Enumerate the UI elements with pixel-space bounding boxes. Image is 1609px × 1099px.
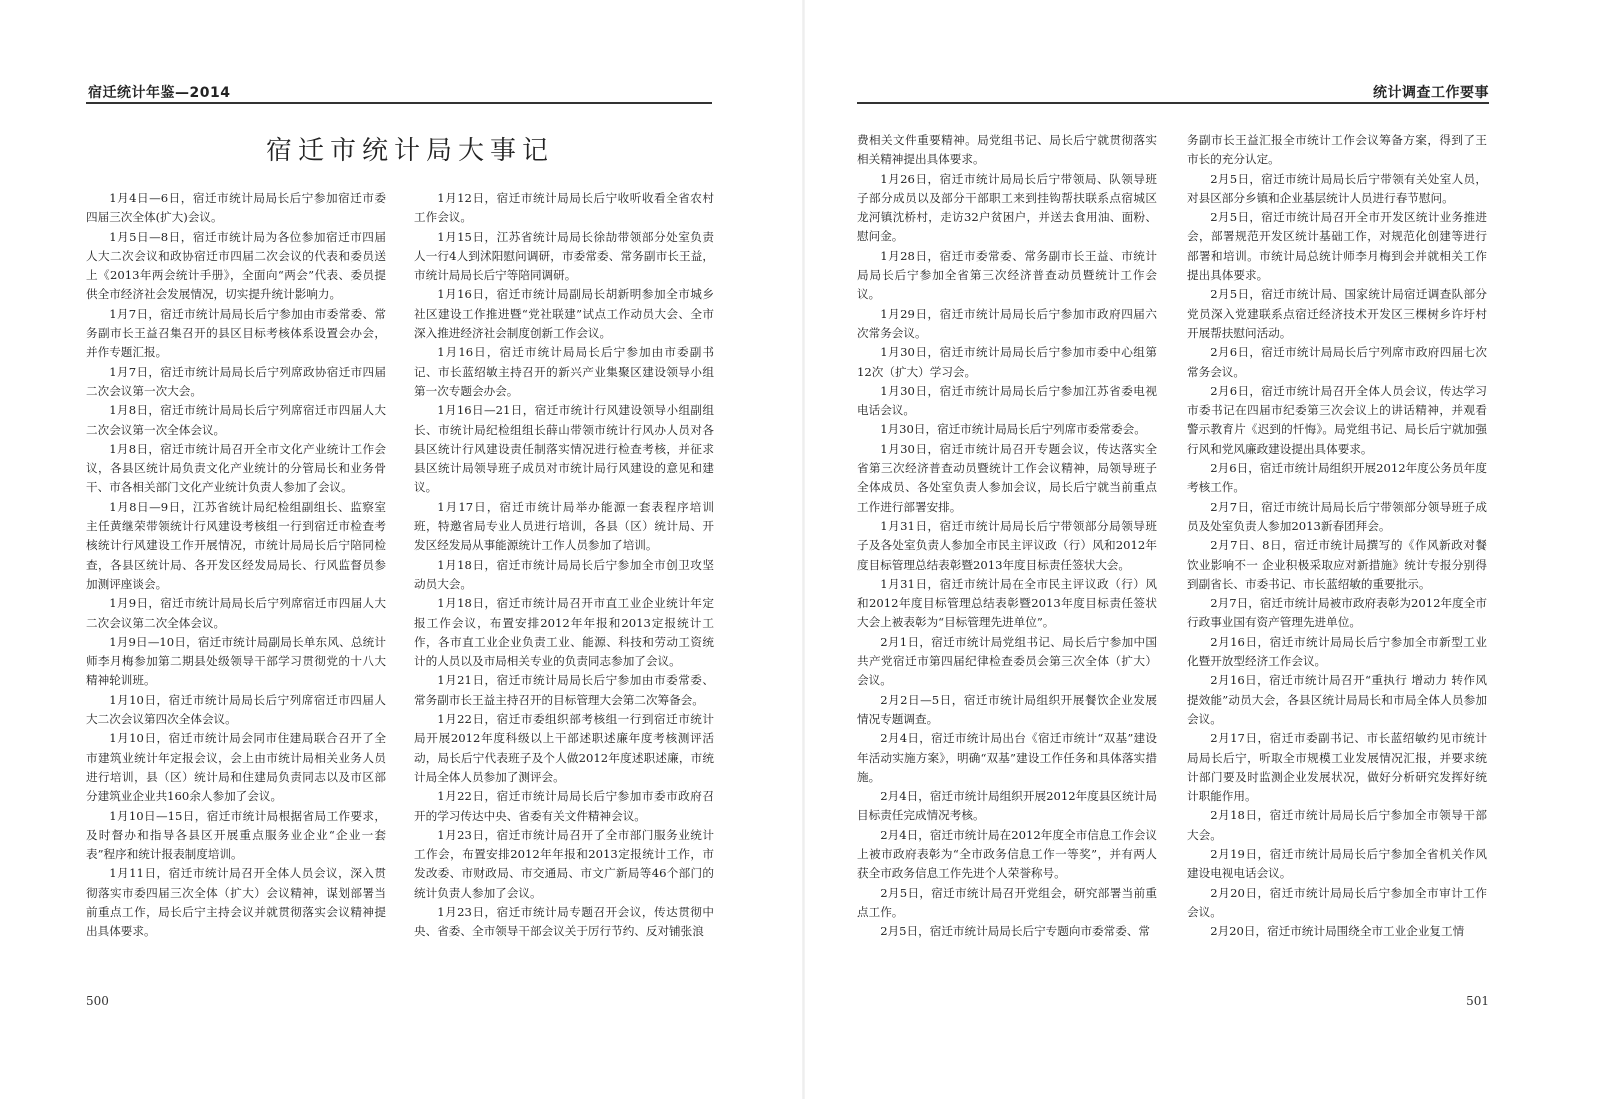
chronicle-entry: 1月16日，宿迁市统计局局长后宁参加由市委副书记、市长蓝绍敏主持召开的新兴产业集聚区建设领导小组第一次专题会办会。 bbox=[414, 345, 714, 398]
chronicle-entry: 1月28日，宿迁市委常委、常务副市长王益、市统计局局长后宁参加全省第三次经济普查动员暨统计工作会议。 bbox=[857, 248, 1157, 302]
chronicle-entry: 1月9日—10日，宿迁市统计局副局长单东风、总统计师李月梅参加第二期县处级领导干部学习贯彻党的十八大精神轮训班。 bbox=[86, 634, 386, 688]
chronicle-entry: 1月7日，宿迁市统计局局长后宁列席政协宿迁市四届二次会议第一次大会。 bbox=[86, 364, 386, 398]
chronicle-entry: 1月23日，宿迁市统计局专题召开会议，传达贯彻中央、省委、全市领导干部会议关于厉行节约、反对铺张浪 bbox=[414, 904, 714, 939]
chronicle-entry: 2月20日，宿迁市统计局围绕全市工业企业复工情 bbox=[1210, 924, 1465, 939]
chronicle-entry: 1月22日，宿迁市统计局局长后宁参加市委市政府召开的学习传达中央、省委有关文件精神会议。 bbox=[414, 789, 714, 823]
chronicle-entry: 1月18日，宿迁市统计局局长后宁参加全市创卫攻坚动员大会。 bbox=[414, 557, 714, 591]
chronicle-entry: 2月20日，宿迁市统计局局长后宁参加全市审计工作会议。 bbox=[1187, 885, 1487, 919]
chronicle-entry: 1月10日—15日，宿迁市统计局根据省局工作要求，及时督办和指导各县区开展重点服务业企业“企业一套表”程序和统计报表制度培训。 bbox=[86, 808, 386, 862]
chronicle-entry: 1月18日，宿迁市统计局召开市直工业企业统计年定报工作会议，布置安排2012年年报和2013定报统计工作，各市直工业企业负责工业、能源、科技和劳动工资统计的人员以及市局相关专业的负责同志参加了会议。 bbox=[414, 596, 714, 669]
chronicle-entry: 2月17日，宿迁市委副书记、市长蓝绍敏约见市统计局局长后宁，听取全市规模工业发展情况汇报，并要求统计部门要及时监测企业发展状况，做好分析研究发挥好统计职能作用。 bbox=[1187, 731, 1487, 804]
chronicle-entry: 1月30日，宿迁市统计局局长后宁列席市委常委会。 bbox=[880, 422, 1146, 437]
chronicle-entry: 1月9日，宿迁市统计局局长后宁列席宿迁市四届人大二次会议第二次全体会议。 bbox=[86, 596, 386, 630]
continued-paragraph: 务副市长王益汇报全市统计工作会议筹备方案，得到了王市长的充分认定。 bbox=[1187, 133, 1487, 167]
chronicle-entry: 2月5日，宿迁市统计局局长后宁专题向市委常委、常 bbox=[880, 924, 1151, 939]
right-column-1 bbox=[857, 131, 1157, 941]
chronicle-entry: 1月29日，宿迁市统计局局长后宁参加市政府四届六次常务会议。 bbox=[857, 306, 1157, 340]
chronicle-entry: 2月5日，宿迁市统计局局长后宁带领有关处室人员，对县区部分乡镇和企业基层统计人员进行春节慰问。 bbox=[1187, 171, 1487, 205]
chronicle-entry: 1月21日，宿迁市统计局局长后宁参加由市委常委、常务副市长王益主持召开的目标管理大会第二次筹备会。 bbox=[414, 673, 714, 707]
right-column-1-entries bbox=[857, 170, 1157, 942]
chronicle-entry: 1月15日，江苏省统计局局长徐劼带领部分处室负责人一行4人到沭阳慰问调研，市委常委、常务副市长王益，市统计局局长后宁等陪同调研。 bbox=[414, 229, 714, 283]
right-page-number: 501 bbox=[1466, 994, 1489, 1008]
right-header-rule bbox=[857, 102, 1489, 104]
chronicle-entry: 2月6日，宿迁市统计局召开全体人员会议，传达学习市委书记在四届市纪委第三次会议上的讲话精神，并观看警示教育片《迟到的忏悔》。局党组书记、局长后宁就加强行风和党风廉政建设提出具体要求。 bbox=[1187, 383, 1487, 456]
continued-paragraph: 费相关文件重要精神。局党组书记、局长后宁就贯彻落实相关精神提出具体要求。 bbox=[857, 133, 1157, 167]
left-header-rule bbox=[86, 102, 712, 104]
chronicle-entry: 2月5日，宿迁市统计局召开全市开发区统计业务推进会，部署规范开发区统计基础工作，对规范化创建等进行部署和培训。市统计局总统计师李月梅到会并就相关工作提出具体要求。 bbox=[1187, 210, 1487, 283]
chronicle-entry: 2月16日，宿迁市统计局召开“重执行 增动力 转作风 提效能”动员大会，各县区统计局局长和市局全体人员参加会议。 bbox=[1187, 673, 1487, 726]
chronicle-entry: 1月11日，宿迁市统计局召开全体人员会议，深入贯彻落实市委四届三次全体（扩大）会议精神，谋划部署当前重点工作，局长后宁主持会议并就贯彻落实会议精神提出具体要求。 bbox=[86, 866, 386, 939]
chronicle-entry: 1月16日—21日，宿迁市统计行风建设领导小组副组长、市统计局纪检组组长薛山带领市统计行风办人员对各县区统计行风建设责任制落实情况进行检查考核，并征求县区统计局领导班子成员对市统计局行风建设的意见和建议。 bbox=[414, 403, 714, 495]
left-running-head: 宿迁统计年鉴—2014 bbox=[88, 85, 231, 101]
chronicle-entry: 1月30日，宿迁市统计局局长后宁参加市委中心组第12次（扩大）学习会。 bbox=[857, 345, 1157, 379]
chronicle-entry: 1月10日，宿迁市统计局局长后宁列席宿迁市四届人大二次会议第四次全体会议。 bbox=[86, 692, 386, 727]
chronicle-entry: 2月4日，宿迁市统计局出台《宿迁市统计“双基”建设年活动实施方案》，明确“双基”建设工作任务和具体落实措施。 bbox=[857, 731, 1157, 784]
chronicle-entry: 1月30日，宿迁市统计局局长后宁参加江苏省委电视电话会议。 bbox=[857, 383, 1157, 418]
chronicle-entry: 1月5日—8日，宿迁市统计局为各位参加宿迁市四届人大二次会议和政协宿迁市四届二次会议的代表和委员送上《2013年两会统计手册》，全面向“两会”代表、委员提供全市经济社会发展情况，切实提升统计影响力。 bbox=[86, 229, 386, 302]
chronicle-entry: 1月26日，宿迁市统计局局长后宁带领局、队领导班子部分成员以及部分干部职工来到挂钩帮扶联系点宿城区龙河镇沈桥村，走访32户贫困户，并送去食用油、面粉、慰问金。 bbox=[857, 171, 1157, 244]
right-column-2-entries bbox=[1187, 170, 1487, 942]
article-title: 宿迁市统计局大事记 bbox=[265, 136, 554, 166]
chronicle-entry: 2月4日，宿迁市统计局在2012年度全市信息工作会议上被市政府表彰为“全市政务信息工作一等奖”，并有两人获全市政务信息工作先进个人荣誉称号。 bbox=[857, 827, 1157, 881]
chronicle-entry: 2月6日，宿迁市统计局局长后宁列席市政府四届七次常务会议。 bbox=[1187, 345, 1487, 379]
chronicle-entry: 2月2日—5日，宿迁市统计局组织开展餐饮企业发展情况专题调查。 bbox=[857, 692, 1157, 726]
right-page bbox=[805, 0, 1609, 1099]
chronicle-entry: 2月18日，宿迁市统计局局长后宁参加全市领导干部大会。 bbox=[1187, 808, 1487, 842]
chronicle-entry: 1月30日，宿迁市统计局召开专题会议，传达落实全省第三次经济普查动员暨统计工作会议精神，局领导班子全体成员、各处室负责人参加会议，局长后宁就当前重点工作进行部署安排。 bbox=[857, 441, 1157, 514]
left-page bbox=[0, 0, 804, 1099]
left-column-1 bbox=[86, 189, 386, 942]
chronicle-entry: 2月7日，宿迁市统计局被市政府表彰为2012年度全市行政事业国有资产管理先进单位。 bbox=[1187, 596, 1487, 630]
chronicle-entry: 1月8日—9日，江苏省统计局纪检组副组长、监察室主任黄继荣带领统计行风建设考核组一行到宿迁市检查考核统计行风建设工作开展情况，市统计局局长后宁陪同检查，各县区统计局、各开发区经发局局长、行风监督员参加测评座谈会。 bbox=[86, 499, 386, 591]
chronicle-entry: 1月12日，宿迁市统计局局长后宁收听收看全省农村工作会议。 bbox=[414, 191, 714, 225]
chronicle-entry: 2月1日，宿迁市统计局党组书记、局长后宁参加中国共产党宿迁市第四届纪律检查委员会第三次全体（扩大）会议。 bbox=[857, 634, 1157, 688]
chronicle-entry: 1月31日，宿迁市统计局局长后宁带领部分局领导班子及各处室负责人参加全市民主评议政（行）风和2012年度目标管理总结表彰暨2013年度目标责任签状大会。 bbox=[857, 518, 1157, 572]
chronicle-entry: 1月8日，宿迁市统计局局长后宁列席宿迁市四届人大二次会议第一次全体会议。 bbox=[86, 403, 386, 437]
chronicle-entry: 1月31日，宿迁市统计局在全市民主评议政（行）风和2012年度目标管理总结表彰暨2013年度目标责任签状大会上被表彰为“目标管理先进单位”。 bbox=[857, 576, 1157, 630]
chronicle-entry: 2月16日，宿迁市统计局局长后宁参加全市新型工业化暨开放型经济工作会议。 bbox=[1187, 634, 1487, 669]
chronicle-entry: 2月6日，宿迁市统计局组织开展2012年度公务员年度考核工作。 bbox=[1187, 461, 1487, 495]
right-running-head: 统计调查工作要事 bbox=[1373, 85, 1489, 101]
chronicle-entry: 1月8日，宿迁市统计局召开全市文化产业统计工作会议，各县区统计局负责文化产业统计的分管局长和业务骨干、市各相关部门文化产业统计负责人参加了会议。 bbox=[86, 441, 386, 495]
chronicle-entry: 1月23日，宿迁市统计局召开了全市部门服务业统计工作会，布置安排2012年年报和2013定报统计工作，市发改委、市财政局、市交通局、市文广新局等46个部门的统计负责人参加了会议。 bbox=[414, 827, 714, 900]
chronicle-entry: 1月4日—6日，宿迁市统计局局长后宁参加宿迁市委四届三次全体(扩大)会议。 bbox=[86, 191, 386, 225]
chronicle-entry: 1月16日，宿迁市统计局副局长胡新明参加全市城乡社区建设工作推进暨“党社联建”试点工作动员大会、全市深入推进经济社会制度创新工作会议。 bbox=[414, 287, 714, 341]
chronicle-entry: 1月7日，宿迁市统计局局长后宁参加由市委常委、常务副市长王益召集召开的县区目标考核体系设置会办会，并作专题汇报。 bbox=[86, 306, 386, 360]
left-column-2 bbox=[414, 189, 714, 942]
chronicle-entry: 2月7日、8日，宿迁市统计局撰写的《作风新政对餐饮业影响不一 企业积极采取应对新措施》统计专报分别得到副省长、市委书记、市长蓝绍敏的重要批示。 bbox=[1187, 538, 1487, 591]
chronicle-entry: 2月5日，宿迁市统计局、国家统计局宿迁调查队部分党员深入党建联系点宿迁经济技术开发区三棵树乡许圩村开展帮扶慰问活动。 bbox=[1187, 287, 1487, 340]
chronicle-entry: 2月4日，宿迁市统计局组织开展2012年度县区统计局目标责任完成情况考核。 bbox=[857, 789, 1157, 823]
chronicle-entry: 2月7日，宿迁市统计局局长后宁带领部分领导班子成员及处室负责人参加2013新春团拜会。 bbox=[1187, 499, 1487, 533]
chronicle-entry: 2月5日，宿迁市统计局召开党组会，研究部署当前重点工作。 bbox=[857, 885, 1157, 919]
chronicle-entry: 1月10日，宿迁市统计局会同市住建局联合召开了全市建筑业统计年定报会议，会上由市统计局相关业务人员进行培训，县（区）统计局和住建局负责同志以及市区部分建筑业企业共160余人参加了会议。 bbox=[86, 731, 386, 804]
left-page-number: 500 bbox=[86, 994, 109, 1008]
chronicle-entry: 2月19日，宿迁市统计局局长后宁参加全省机关作风建设电视电话会议。 bbox=[1187, 846, 1487, 881]
chronicle-entry: 1月17日，宿迁市统计局举办能源一套表程序培训班，特邀省局专业人员进行培训，各县（区）统计局、开发区经发局从事能源统计工作人员参加了培训。 bbox=[414, 499, 714, 553]
chronicle-entry: 1月22日，宿迁市委组织部考核组一行到宿迁市统计局开展2012年度科级以上干部述职述廉年度考核测评活动，局长后宁代表班子及个人做2012年度述职述廉，市统计局全体人员参加了测评会。 bbox=[414, 712, 714, 784]
right-column-2 bbox=[1187, 131, 1487, 941]
